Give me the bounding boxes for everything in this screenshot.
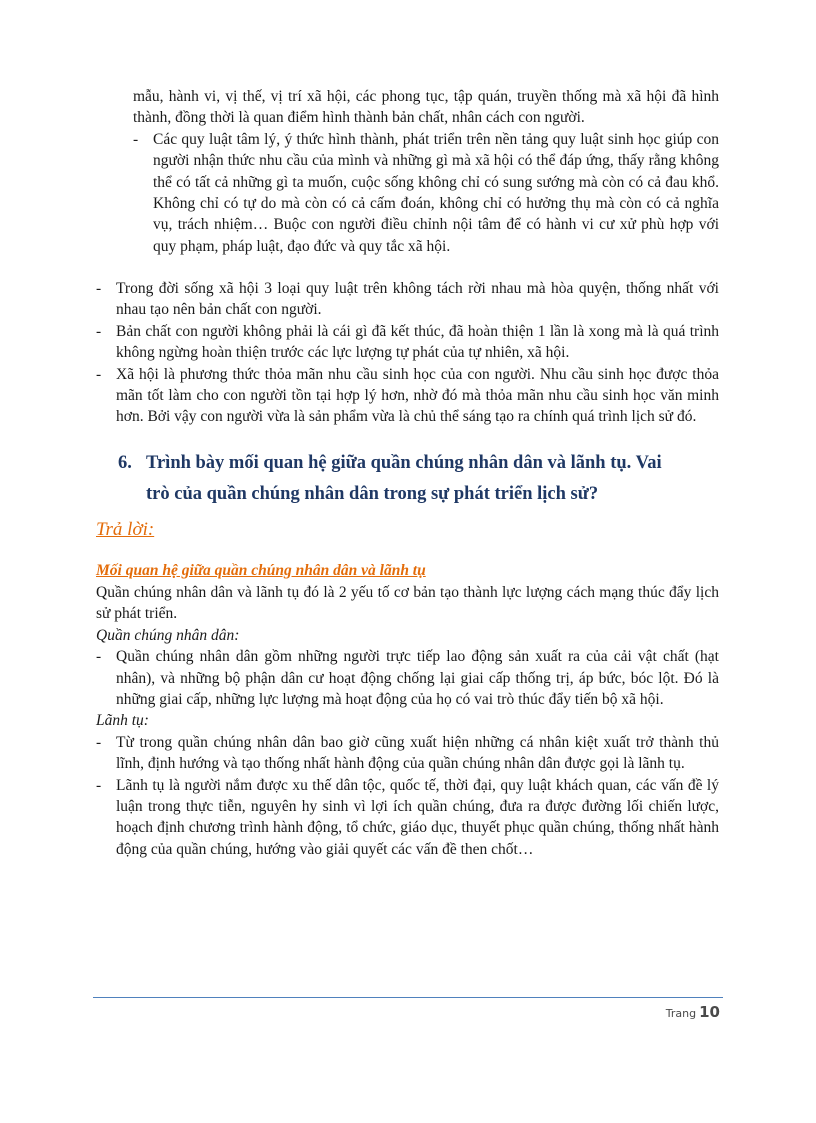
bullet-dash: - xyxy=(96,776,102,794)
list-item xyxy=(96,732,719,775)
bullet-dash: - xyxy=(96,365,102,383)
bullet-dash: - xyxy=(96,322,102,340)
continued-paragraph: mẫu, hành vi, vị thế, vị trí xã hội, các phong tục, tập quán, truyền thống mà xã hội đã hình thành, đồng thời là quan điểm hình thành bản chất, nhân cách con người. xyxy=(133,88,719,127)
list-item-text: Trong đời sống xã hội 3 loại quy luật trên không tách rời nhau mà hòa quyện, thống nhất với nhau tạo nên bản chất con người. xyxy=(116,280,719,319)
list-item-text: Từ trong quần chúng nhân dân bao giờ cũng xuất hiện những cá nhân kiệt xuất trở thành thủ lĩnh, định hướng và tạo thống nhất hành động của quần chúng nhân dân được gọi là lãnh tụ. xyxy=(116,733,719,773)
page-number: 10 xyxy=(699,1003,720,1021)
list-item-text: Lãnh tụ là người nắm được xu thế dân tộc, quốc tế, thời đại, quy luật khách quan, các vấn đề lý luận trong thực tiễn, nguyên hy sinh vì lợi ích quần chúng, đưa ra được đường lối chiến lược, hoạch định chương trình hành động, tổ chức, giáo dục, thuyết phục quần chúng, thống nhất hành động của quần chúng, hướng vào giải quyết các vấn đề then chốt… xyxy=(116,776,719,858)
page-word: Trang xyxy=(665,1007,697,1020)
page-footer xyxy=(666,1002,720,1021)
masses-label: Quần chúng nhân dân: xyxy=(96,626,240,644)
heading-line-1 xyxy=(118,448,718,479)
heading-number: 6. xyxy=(118,453,132,473)
bullet-dash: - xyxy=(133,130,139,148)
list-item-text: Bản chất con người không phải là cái gì đã kết thúc, đã hoàn thiện 1 lần là xong mà là quá trình không ngừng hoàn thiện trước các lực lượng tự phát của tự nhiên, xã hội. xyxy=(116,322,719,362)
relation-section xyxy=(96,582,719,860)
question-heading xyxy=(118,448,718,510)
list-item-text: Xã hội là phương thức thỏa mãn nhu cầu sinh học của con người. Nhu cầu sinh học được thỏa mãn tốt làm cho con người tồn tại hợp lý hơn, nhờ đó mà thỏa mãn nhu cầu sinh học văn minh hơn. Bởi vậy con người vừa là sản phẩm vừa là chủ thể sáng tạo ra chính quá trình lịch sử đó. xyxy=(116,365,719,426)
bullet-dash: - xyxy=(96,648,102,666)
list-item xyxy=(96,278,719,321)
heading-line-2: trò của quần chúng nhân dân trong sự phát triển lịch sử? xyxy=(146,484,599,504)
list-item xyxy=(133,129,719,257)
list-item-text: Các quy luật tâm lý, ý thức hình thành, phát triển trên nền tảng quy luật sinh học giúp con người nhận thức nhu cầu của mình và những gì mà xã hội có thể đáp ứng, thấy rằng không thể có tất cả những gì ta muốn, cuộc sống không chỉ có sung sướng mà còn có cả đau khổ. Không chỉ có tự do mà còn có cả cấm đoán, không chỉ có hưởng thụ mà còn có cả nghĩa vụ, trách nhiệm… Buộc con người điều chỉnh nội tâm để có hành vi cư xử phù hợp với quy phạm, pháp luật, đạo đức và quy tắc xã hội. xyxy=(153,130,719,255)
list-item xyxy=(96,775,719,861)
list-item xyxy=(96,321,719,364)
leaders-label: Lãnh tụ: xyxy=(96,712,149,730)
list-item xyxy=(96,646,719,710)
answer-label: Trả lời: xyxy=(96,519,155,540)
bullet-dash: - xyxy=(96,733,102,751)
list-item-text: Quần chúng nhân dân gồm những người trực tiếp lao động sản xuất ra của cải vật chất (hạt nhân), và những bộ phận dân cư hoạt động chống lại giai cấp thống trị, áp bức, bóc lột. Đó là những giai cấp, những lực lượng mà hoạt động của họ có vai trò thúc đẩy tiến bộ xã hội. xyxy=(116,648,719,709)
top-section xyxy=(133,86,719,257)
heading-line1-text: Trình bày mối quan hệ giữa quần chúng nhân dân và lãnh tụ. Vai xyxy=(146,453,662,473)
level1-list xyxy=(96,278,719,428)
bullet-dash: - xyxy=(96,280,102,297)
list-item xyxy=(96,364,719,428)
footer-rule xyxy=(93,997,723,998)
subheading: Mối quan hệ giữa quần chúng nhân dân và lãnh tụ xyxy=(96,562,426,579)
intro-paragraph: Quần chúng nhân dân và lãnh tụ đó là 2 yếu tố cơ bản tạo thành lực lượng cách mạng thúc đẩy lịch sử phát triển. xyxy=(96,584,719,623)
